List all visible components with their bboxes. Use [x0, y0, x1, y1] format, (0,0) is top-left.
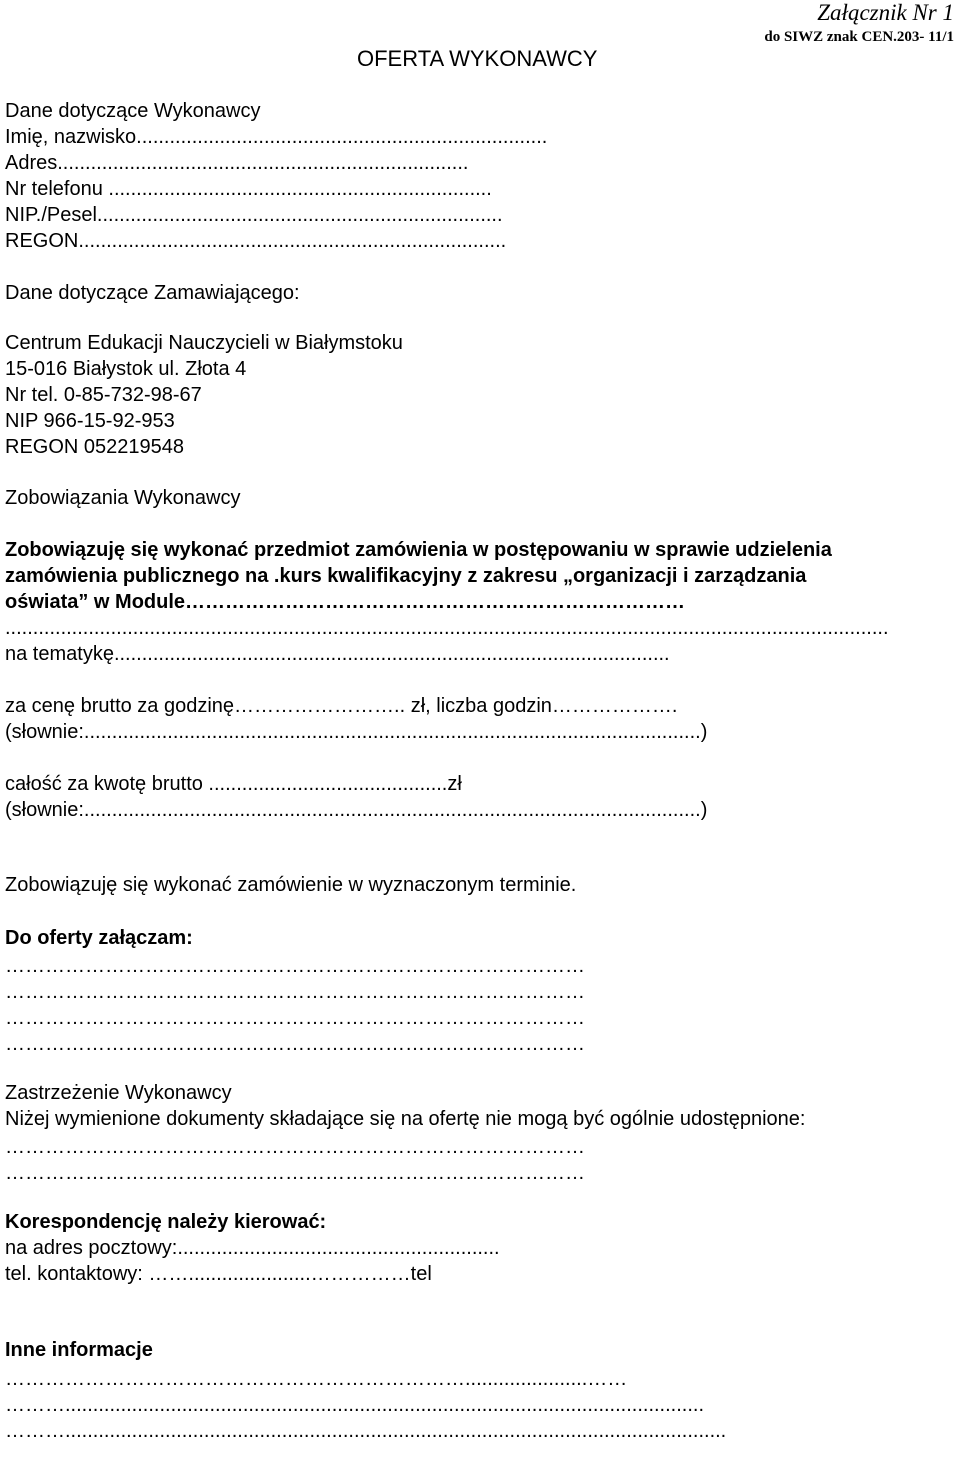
obligations-heading: Zobowiązania Wykonawcy: [5, 487, 241, 509]
page-title: OFERTA WYKONAWCY: [357, 46, 598, 71]
other-info-heading: Inne informacje: [5, 1339, 153, 1361]
total-price-field: całość za kwotę brutto ...........................................zł: [5, 773, 462, 795]
deadline-statement: Zobowiązuję się wykonać zamówienie w wyznaczonym terminie.: [5, 874, 577, 896]
ordering-party-heading: Dane dotyczące Zamawiającego:: [5, 282, 300, 304]
attachment-dots-line: ……………………………………………………………………………: [5, 955, 585, 977]
topic-field: na tematykę....................................................................................................: [5, 643, 670, 665]
ordering-party-line: Nr tel. 0-85-732-98-67: [5, 384, 202, 406]
ordering-party-line: 15-016 Białystok ul. Złota 4: [5, 358, 247, 380]
contractor-name-field: Imię, nazwisko..........................................................................: [5, 126, 548, 148]
contractor-heading: Dane dotyczące Wykonawcy: [5, 100, 261, 122]
contact-phone-field: tel. kontaktowy: ……......................……………tel: [5, 1263, 432, 1285]
reservation-dots-line: ……………………………………………………………………………: [5, 1136, 585, 1158]
obligation-text-line: oświata” w Module…………………………………………………………………: [5, 591, 686, 613]
obligation-text-line: zamówienia publicznego na .kurs kwalifikacyjny z zakresu „organizacji i zarządzania: [5, 565, 807, 587]
ordering-party-line: REGON 052219548: [5, 436, 185, 458]
total-in-words-field: (słownie:...............................................................................................................): [5, 799, 708, 821]
attachment-title: Załącznik Nr 1: [817, 0, 954, 25]
contractor-address-field: Adres..........................................................................: [5, 152, 469, 174]
other-info-dots-line: ………...................................................................................................................: [5, 1394, 705, 1416]
ordering-party-line: Centrum Edukacji Nauczycieli w Białymstoku: [5, 332, 403, 354]
obligation-text-line: Zobowiązuję się wykonać przedmiot zamówienia w postępowaniu w sprawie udzielenia: [5, 539, 832, 561]
obligation-dots-line: ...............................................................................................................................................................: [5, 617, 889, 639]
attachment-reference: do SIWZ znak CEN.203- 11/1: [764, 29, 954, 45]
hourly-price-field: za cenę brutto za godzinę…………………….. zł, liczba godzin……………….: [5, 695, 678, 717]
contractor-phone-field: Nr telefonu .....................................................................: [5, 178, 492, 200]
reservation-dots-line: ……………………………………………………………………………: [5, 1162, 585, 1184]
other-info-dots-line: ……………………………………………………………......................……: [5, 1368, 628, 1390]
other-info-dots-line: ……….......................................................................................................................: [5, 1420, 727, 1442]
attachments-heading: Do oferty załączam:: [5, 927, 193, 949]
ordering-party-line: NIP 966-15-92-953: [5, 410, 175, 432]
reservation-heading: Zastrzeżenie Wykonawcy: [5, 1082, 232, 1104]
postal-address-field: na adres pocztowy:..........................................................: [5, 1237, 500, 1259]
attachment-dots-line: ……………………………………………………………………………: [5, 981, 585, 1003]
contractor-nip-field: NIP./Pesel.........................................................................: [5, 204, 503, 226]
correspondence-heading: Korespondencję należy kierować:: [5, 1211, 327, 1233]
contractor-regon-field: REGON.............................................................................: [5, 230, 507, 252]
reservation-text: Niżej wymienione dokumenty składające się na ofertę nie mogą być ogólnie udostępnione:: [5, 1108, 806, 1130]
price-in-words-field: (słownie:...............................................................................................................): [5, 721, 708, 743]
attachment-dots-line: ……………………………………………………………………………: [5, 1033, 585, 1055]
attachment-dots-line: ……………………………………………………………………………: [5, 1007, 585, 1029]
